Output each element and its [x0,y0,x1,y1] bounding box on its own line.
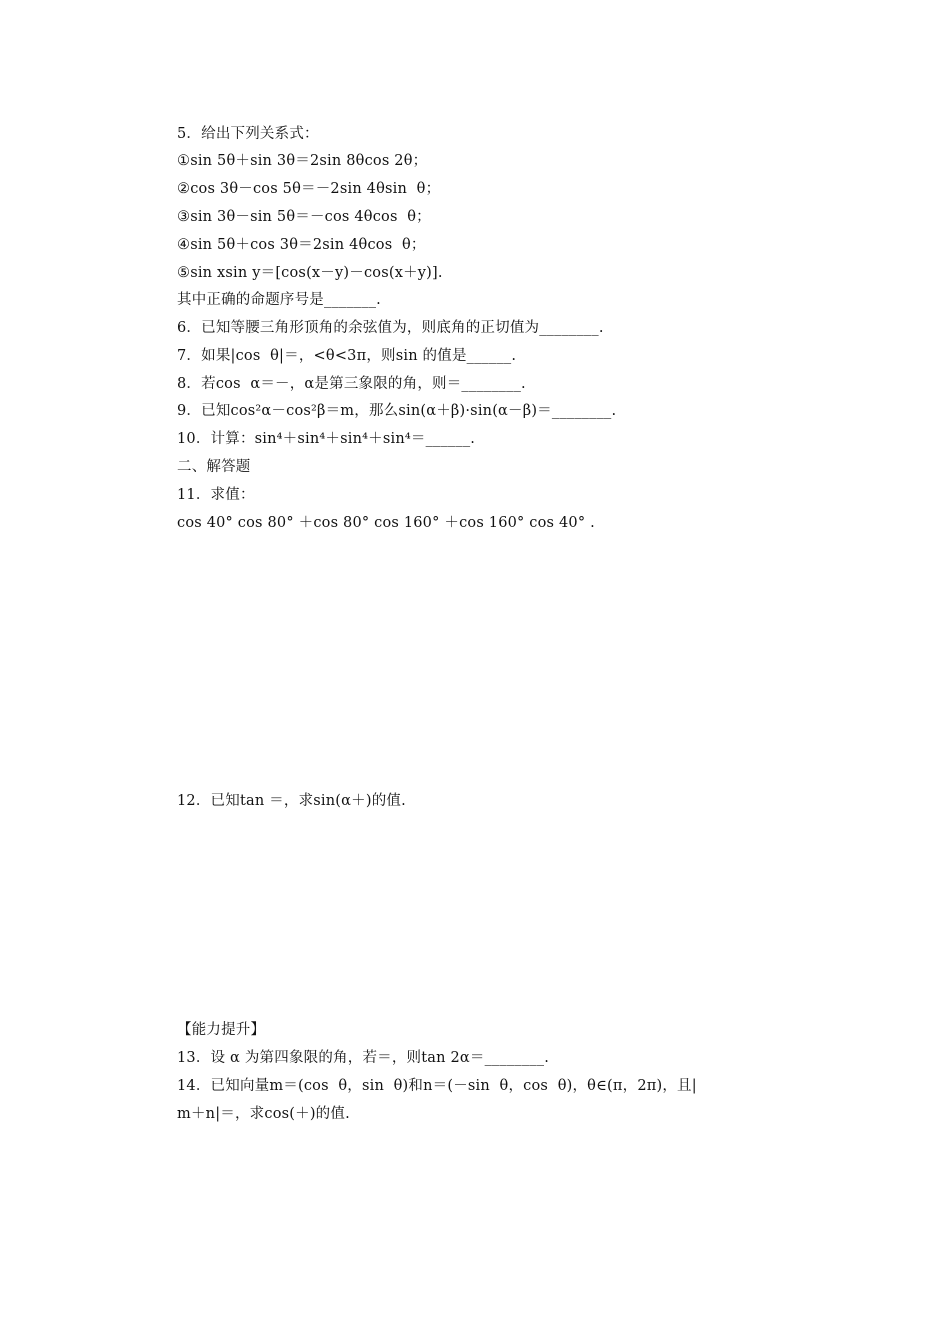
q5-item-1: ①sin 5θ＋sin 3θ＝2sin 8θcos 2θ； [177,153,428,169]
q10: 10．计算：sin⁴＋sin⁴＋sin⁴＋sin⁴＝______. [177,431,476,447]
q6: 6．已知等腰三角形顶角的余弦值为，则底角的正切值为________. [177,320,604,336]
q9: 9．已知cos²α－cos²β＝m，那么sin(α＋β)·sin(α－β)＝________. [177,403,617,419]
q11-stem: 11．求值： [177,487,255,503]
q11-expression: cos 40° cos 80° ＋cos 80° cos 160° ＋cos 160° cos 40° . [177,515,595,531]
q14-line-2: m＋n|＝，求cos(＋)的值. [177,1106,350,1122]
section-heading-advanced: 【能力提升】 [177,1022,266,1038]
q8: 8．若cos α＝－，α是第三象限的角，则＝________. [177,376,526,392]
q5-item-5: ⑤sin xsin y＝[cos(x－y)－cos(x＋y)]. [177,265,443,281]
q7: 7．如果|cos θ|＝，<θ<3π，则sin 的值是______. [177,348,517,364]
q5-item-2: ②cos 3θ－cos 5θ＝－2sin 4θsin θ； [177,181,441,197]
q5-item-4: ④sin 5θ＋cos 3θ＝2sin 4θcos θ； [177,237,426,253]
section-heading-answers: 二、解答题 [177,459,251,475]
q5-ask: 其中正确的命题序号是_______. [177,292,381,308]
q12: 12．已知tan ＝，求sin(α＋)的值. [177,793,406,809]
q14-line-1: 14．已知向量m＝(cos θ，sin θ)和n＝(－sin θ，cos θ)，θ∈(π，2π)，且| [177,1078,697,1094]
q5-stem: 5．给出下列关系式： [177,126,319,142]
q13: 13．设 α 为第四象限的角，若＝，则tan 2α＝________. [177,1050,550,1066]
q5-item-3: ③sin 3θ－sin 5θ＝－cos 4θcos θ； [177,209,431,225]
